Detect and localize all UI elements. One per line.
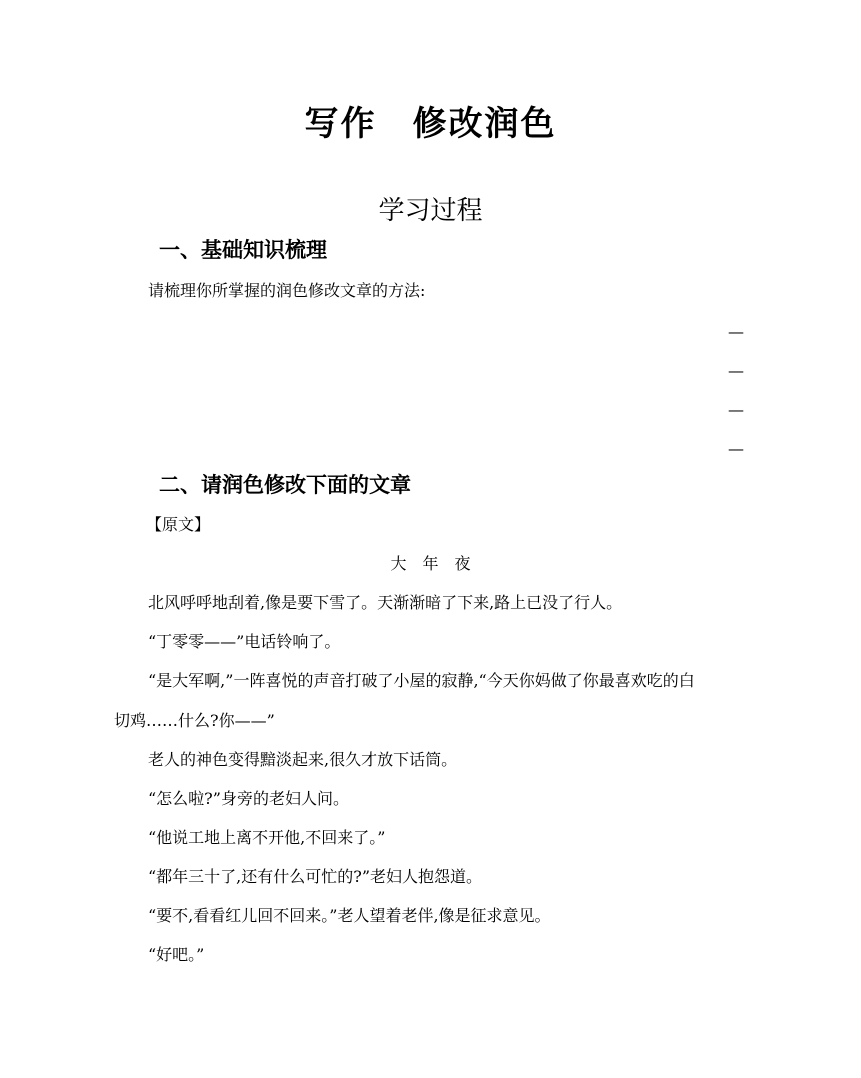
story-paragraph: “要不,看看红儿回不回来。”老人望着老伴,像是征求意见。 — [148, 906, 551, 925]
story-paragraph: 北风呼呼地刮着,像是要下雪了。天渐渐暗了下来,路上已没了行人。 — [148, 593, 623, 612]
answer-blank-line: — — [728, 322, 744, 341]
page-title: 写作 修改润色 — [304, 104, 557, 144]
story-paragraph: “丁零零——”电话铃响了。 — [148, 632, 341, 651]
story-paragraph: “好吧。” — [148, 945, 205, 964]
story-paragraph-continuation: 切鸡……什么?你——” — [114, 711, 275, 730]
story-paragraph: 老人的神色变得黯淡起来,很久才放下话筒。 — [148, 750, 458, 769]
answer-blank-line: — — [728, 400, 744, 419]
section-2-heading: 二、请润色修改下面的文章 — [159, 473, 411, 497]
answer-blank-line: — — [728, 361, 744, 380]
story-title: 大 年 夜 — [390, 554, 471, 573]
original-text-label: 【原文】 — [146, 515, 211, 534]
section-1-heading: 一、基础知识梳理 — [159, 238, 327, 262]
answer-blank-line: — — [728, 439, 744, 458]
story-paragraph: “都年三十了,还有什么可忙的?”老妇人抱怨道。 — [148, 867, 483, 886]
story-paragraph: “他说工地上离不开他,不回来了。” — [148, 828, 386, 847]
story-paragraph: “怎么啦?”身旁的老妇人问。 — [148, 789, 349, 808]
page-subtitle: 学习过程 — [378, 196, 483, 226]
story-paragraph: “是大军啊,”一阵喜悦的声音打破了小屋的寂静,“今天你妈做了你最喜欢吃的白 — [148, 671, 695, 690]
section-1-prompt: 请梳理你所掌握的润色修改文章的方法: — [148, 281, 426, 300]
